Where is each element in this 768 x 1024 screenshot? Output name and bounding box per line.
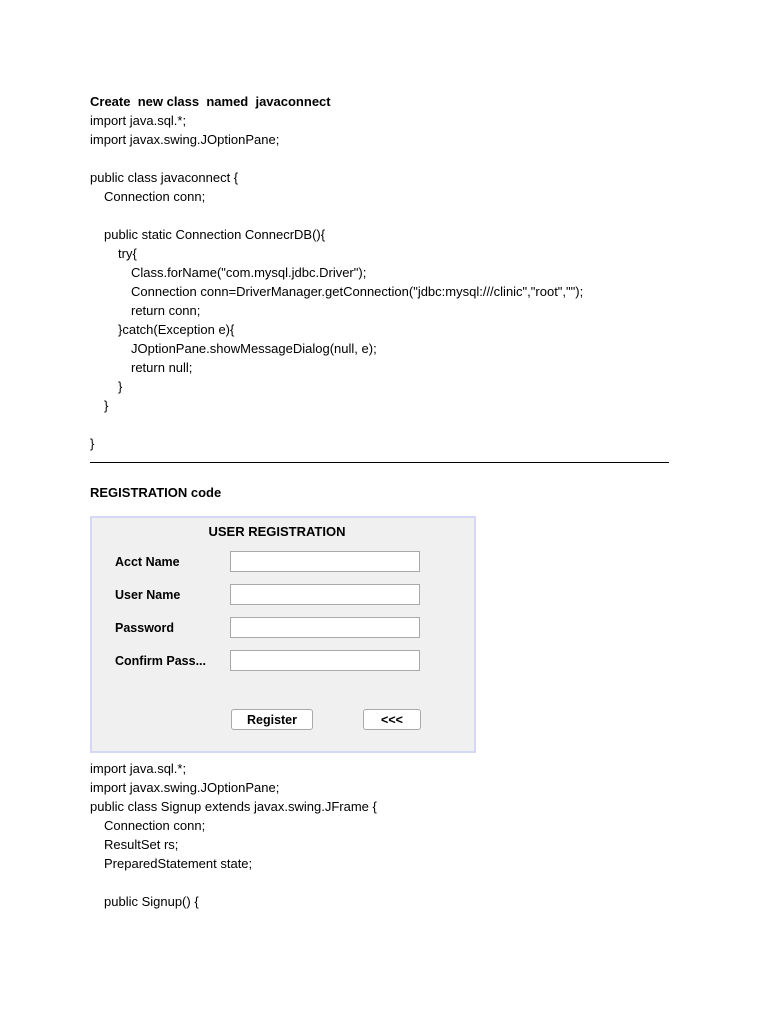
blank-line <box>90 873 690 892</box>
document-page <box>90 92 690 911</box>
register-button[interactable]: Register <box>231 709 313 730</box>
code-block-signup <box>90 759 690 911</box>
code-line: JOptionPane.showMessageDialog(null, e); <box>131 341 377 356</box>
section-heading-registration: REGISTRATION code <box>90 485 222 500</box>
code-line: public class javaconnect { <box>90 170 239 185</box>
code-line: Connection conn=DriverManager.getConnection("jdbc:mysql:///clinic","root",""); <box>131 284 584 299</box>
password-label: Password <box>115 621 175 635</box>
code-line: PreparedStatement state; <box>104 856 253 871</box>
code-line: } <box>90 436 95 451</box>
acct-name-input[interactable] <box>230 551 420 572</box>
code-line: Class.forName("com.mysql.jdbc.Driver"); <box>131 265 367 280</box>
code-line: import java.sql.*; <box>90 113 187 128</box>
section-heading-javaconnect: Create new class named javaconnect <box>90 94 331 109</box>
blank-line <box>90 149 690 168</box>
code-line: return conn; <box>131 303 201 318</box>
code-block-javaconnect <box>90 111 690 453</box>
confirm-password-input[interactable] <box>230 650 420 671</box>
code-line: ResultSet rs; <box>104 837 179 852</box>
acct-name-label: Acct Name <box>115 555 180 569</box>
blank-line <box>90 206 690 225</box>
code-line: public class Signup extends javax.swing.JFrame { <box>90 799 377 814</box>
code-line: public static Connection ConnecrDB(){ <box>104 227 326 242</box>
code-line: } <box>118 379 123 394</box>
code-line: try{ <box>118 246 137 261</box>
blank-line <box>90 415 690 434</box>
back-button[interactable]: <<< <box>363 709 421 730</box>
password-input[interactable] <box>230 617 420 638</box>
code-line: import java.sql.*; <box>90 761 187 776</box>
user-name-label: User Name <box>115 588 181 602</box>
code-line: }catch(Exception e){ <box>118 322 235 337</box>
code-line: Connection conn; <box>104 818 206 833</box>
user-registration-form-screenshot <box>90 516 476 753</box>
code-line: Connection conn; <box>104 189 206 204</box>
code-line: import javax.swing.JOptionPane; <box>90 780 280 795</box>
code-line: } <box>104 398 109 413</box>
code-line: public Signup() { <box>104 894 199 909</box>
user-name-input[interactable] <box>230 584 420 605</box>
confirm-password-label: Confirm Pass... <box>115 654 206 668</box>
form-title: USER REGISTRATION <box>208 524 346 539</box>
horizontal-divider <box>90 462 669 463</box>
code-line: return null; <box>131 360 193 375</box>
code-line: import javax.swing.JOptionPane; <box>90 132 280 147</box>
